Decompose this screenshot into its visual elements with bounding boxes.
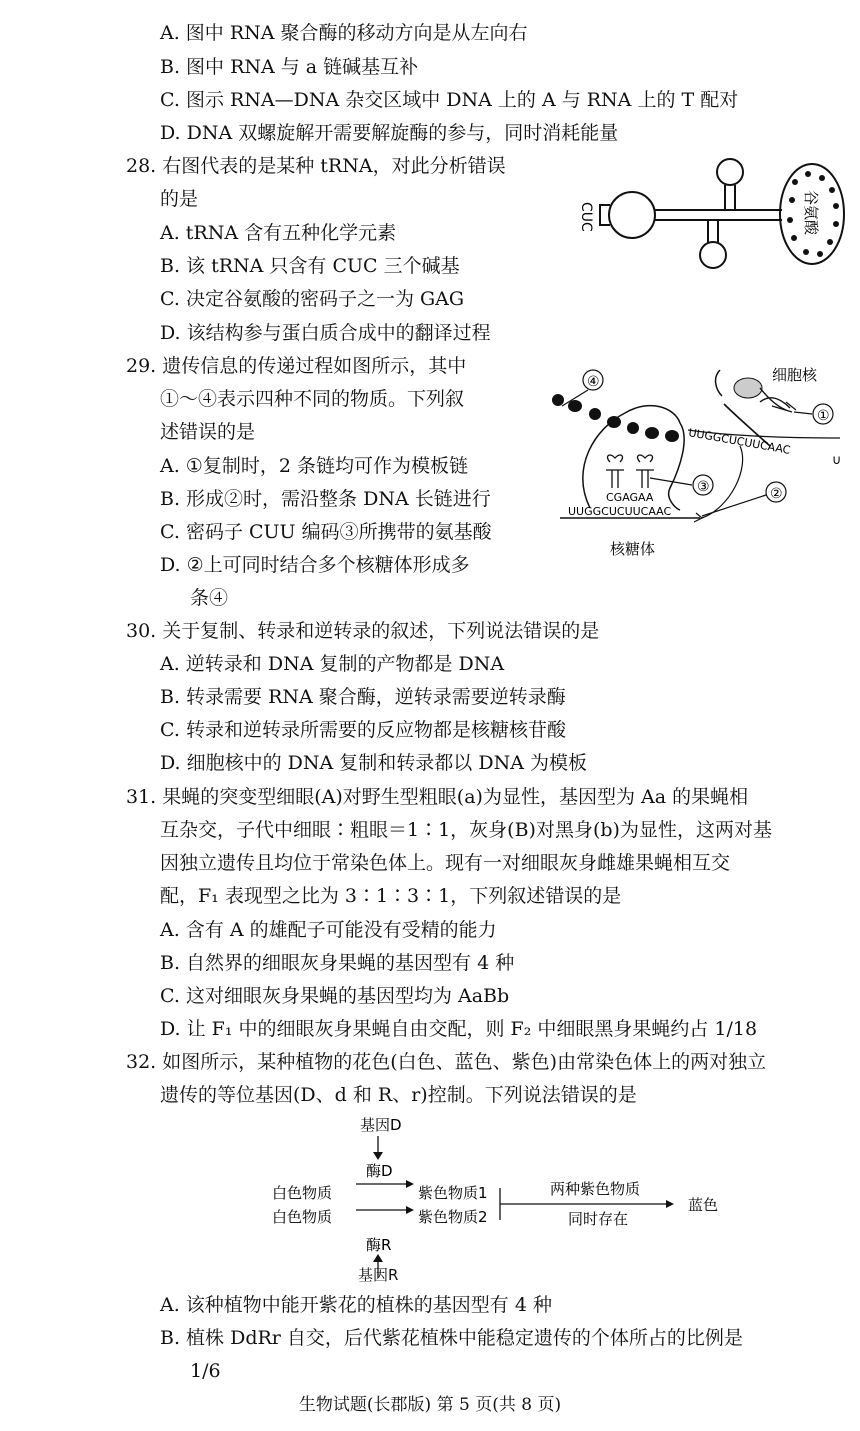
q31-option-d: D. 让 F₁ 中的细眼灰身果蝇自由交配，则 F₂ 中细眼黑身果蝇约占 1/18	[160, 1018, 758, 1040]
q29-stem-cont2: 述错误的是	[160, 421, 256, 443]
gene-d-label: 基因D	[360, 1116, 402, 1134]
q32-option-a: A. 该种植物中能开紫花的植株的基因型有 4 种	[160, 1294, 552, 1316]
q32-stem: 32. 如图所示，某种植物的花色(白色、蓝色、紫色)由常染色体上的两对独立	[126, 1051, 767, 1073]
trna-icons	[606, 455, 654, 488]
q31-option-a: A. 含有 A 的雄配子可能没有受精的能力	[160, 919, 497, 941]
enzyme-d-label: 酶D	[366, 1162, 393, 1180]
q31-stem: 31. 果蝇的突变型细眼(A)对野生型粗眼(a)为显性，基因型为 Aa 的果蝇相	[126, 786, 749, 808]
q31-stem-cont3: 配，F₁ 表现型之比为 3∶1∶3∶1，下列叙述错误的是	[160, 885, 622, 907]
anticodon-seq: CGAGAA	[606, 491, 654, 504]
q30-option-a: A. 逆转录和 DNA 复制的产物都是 DNA	[160, 653, 505, 675]
q28-option-c: C. 决定谷氨酸的密码子之一为 GAG	[160, 288, 465, 310]
q28-option-a: A. tRNA 含有五种化学元素	[160, 222, 397, 244]
q27-option-c: C. 图示 RNA—DNA 杂交区域中 DNA 上的 A 与 RNA 上的 T 配对	[160, 89, 739, 111]
q32-option-b: B. 植株 DdRr 自交，后代紫花植株中能稳定遗传的个体所占的比例是	[160, 1327, 743, 1349]
q28-option-d: D. 该结构参与蛋白质合成中的翻译过程	[160, 322, 491, 344]
purple-substance-2: 紫色物质2	[418, 1208, 488, 1226]
q27-option-d: D. DNA 双螺旋解开需要解旋酶的参与，同时消耗能量	[160, 122, 619, 144]
svg-text:∪: ∪	[832, 453, 842, 468]
q28-stem-cont: 的是	[160, 188, 199, 210]
white-substance-1: 白色物质	[272, 1184, 333, 1202]
q29-option-c: C. 密码子 CUU 编码③所携带的氨基酸	[160, 521, 492, 543]
purple-substance-1: 紫色物质1	[418, 1184, 488, 1202]
translation-figure	[540, 358, 850, 570]
label-3: ③	[697, 479, 710, 495]
label-2: ②	[770, 486, 783, 502]
q31-stem-cont2: 因独立遗传且均位于常染色体上。现有一对细眼灰身雌雄果蝇相互交	[160, 852, 731, 874]
label-1: ①	[817, 408, 830, 424]
anticodon-label: CUC	[578, 202, 594, 232]
q30-option-d: D. 细胞核中的 DNA 复制和转录都以 DNA 为模板	[160, 752, 587, 774]
q32-stem-cont: 遗传的等位基因(D、d 和 R、r)控制。下列说法错误的是	[160, 1084, 637, 1106]
trna-figure	[570, 150, 850, 280]
page-footer: 生物试题(长郡版) 第 5 页(共 8 页)	[298, 1395, 562, 1415]
q31-option-b: B. 自然界的细眼灰身果蝇的基因型有 4 种	[160, 952, 515, 974]
q30-option-b: B. 转录需要 RNA 聚合酶，逆转录需要逆转录酶	[160, 686, 566, 708]
q28-option-b: B. 该 tRNA 只含有 CUC 三个碱基	[160, 255, 460, 277]
nucleus-label: 细胞核	[772, 366, 818, 384]
q31-stem-cont: 互杂交，子代中细眼∶粗眼＝1∶1，灰身(B)对黑身(b)为显性，这两对基	[160, 819, 772, 841]
q29-option-a: A. ①复制时，2 条链均可作为模板链	[160, 455, 468, 477]
q32-option-b-cont: 1/6	[190, 1360, 221, 1382]
coexist-label: 同时存在	[568, 1210, 629, 1228]
q29-option-d: D. ②上可同时结合多个核糖体形成多	[160, 554, 470, 576]
q31-option-c: C. 这对细眼灰身果蝇的基因型均为 AaBb	[160, 985, 510, 1007]
q29-option-d-cont: 条④	[190, 587, 229, 609]
q29-stem: 29. 遗传信息的传递过程如图所示，其中	[126, 355, 467, 377]
white-substance-2: 白色物质	[272, 1208, 333, 1226]
pathway-figure	[260, 1110, 740, 1280]
blue-label: 蓝色	[688, 1196, 719, 1214]
q30-option-c: C. 转录和逆转录所需要的反应物都是核糖核苷酸	[160, 719, 566, 741]
mrna-seq-top: UUGGCUCUUCAAC	[687, 426, 792, 457]
q27-option-b: B. 图中 RNA 与 a 链碱基互补	[160, 56, 419, 78]
label-4: ④	[587, 374, 600, 390]
q28-stem: 28. 右图代表的是某种 tRNA，对此分析错误	[126, 155, 506, 177]
q30-stem: 30. 关于复制、转录和逆转录的叙述，下列说法错误的是	[126, 620, 600, 642]
q29-stem-cont: ①～④表示四种不同的物质。下列叙	[160, 388, 465, 410]
both-purple-label: 两种紫色物质	[550, 1180, 641, 1198]
q27-option-a: A. 图中 RNA 聚合酶的移动方向是从左向右	[160, 22, 528, 44]
amino-acid-label: 谷氨酸	[802, 190, 820, 236]
enzyme-r-label: 酶R	[366, 1236, 392, 1254]
gene-r-label: 基因R	[358, 1266, 399, 1284]
ribosome-label: 核糖体	[610, 540, 656, 558]
q29-option-b: B. 形成②时，需沿整条 DNA 长链进行	[160, 488, 491, 510]
mrna-seq-bottom: UUGGCUCUUCAAC	[568, 505, 672, 518]
